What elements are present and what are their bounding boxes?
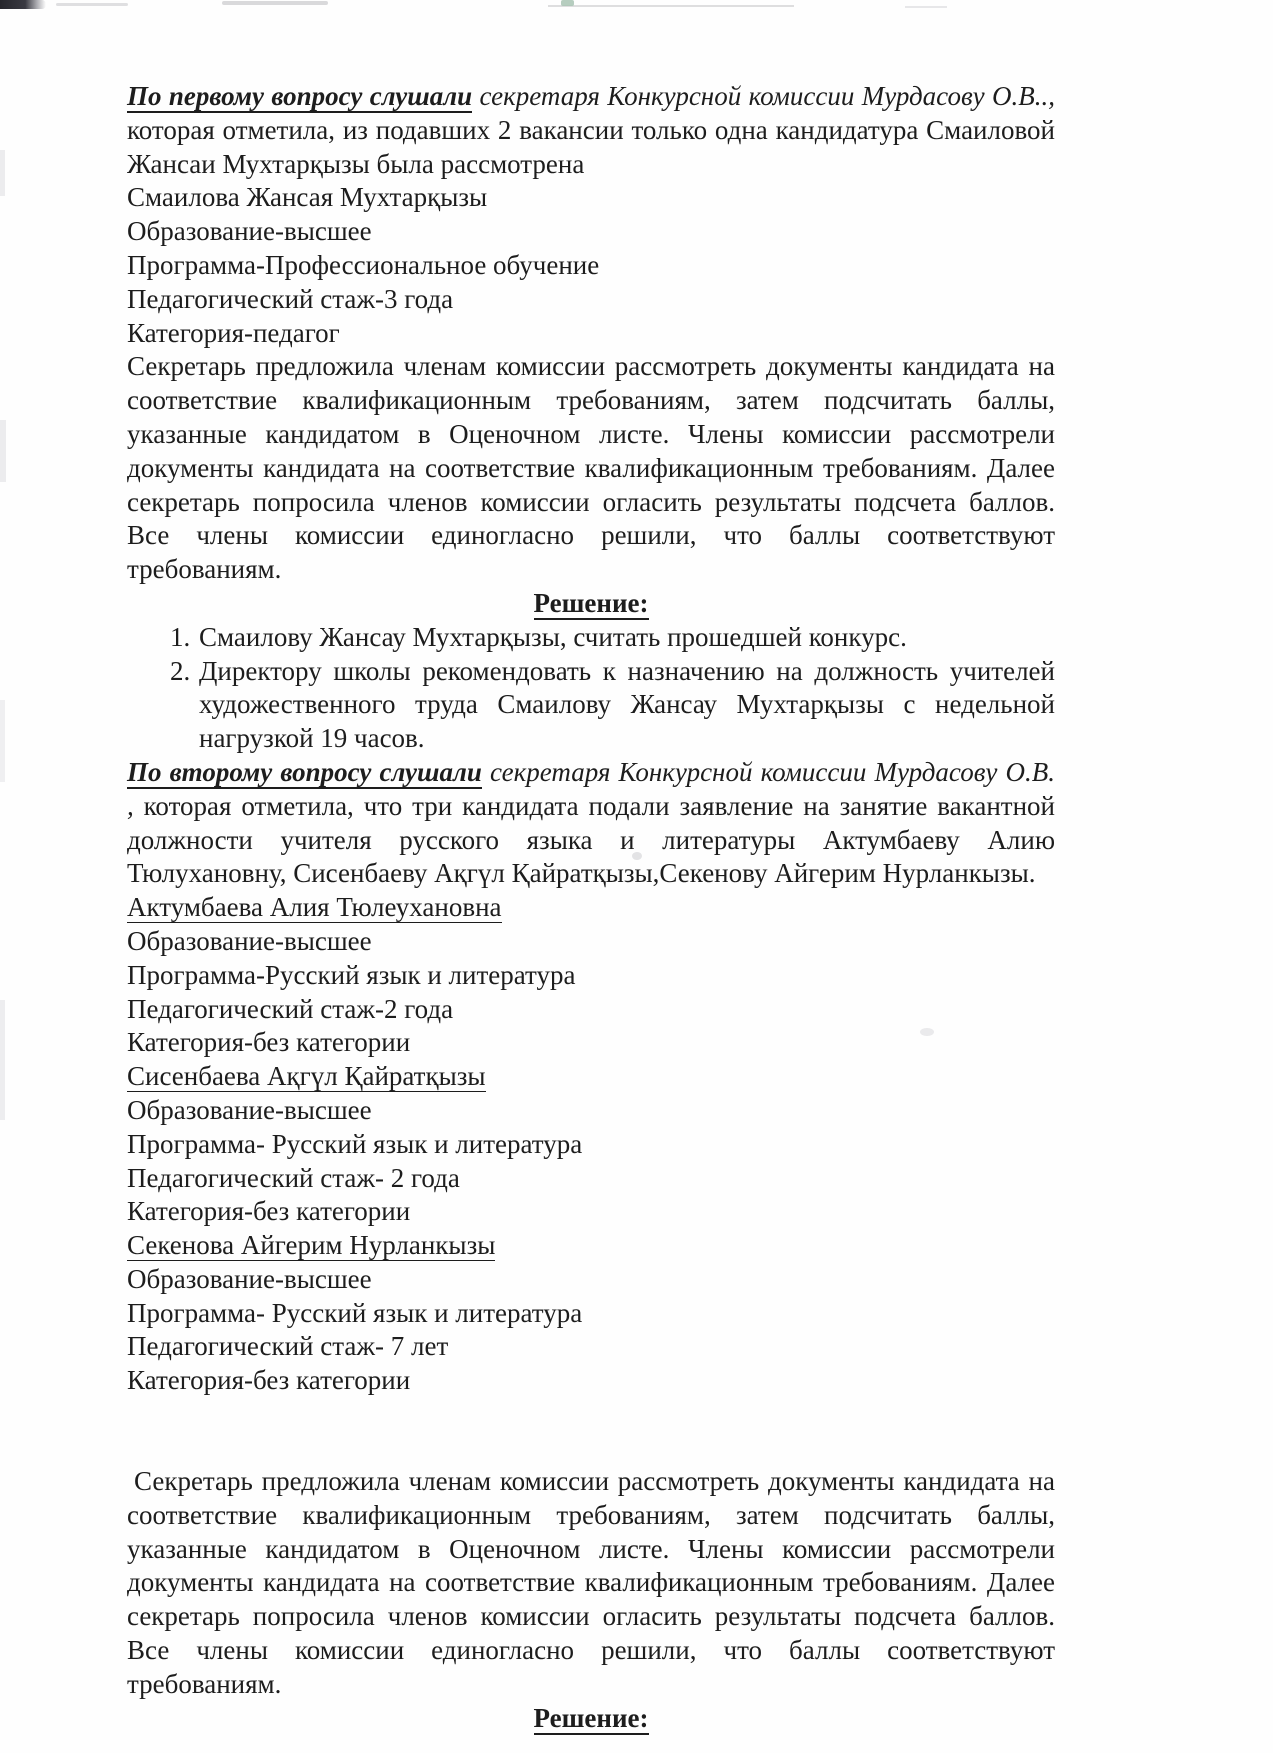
scan-artifact-edge-smudge <box>0 150 5 196</box>
q2-candidate3-experience: Педагогический стаж- 7 лет <box>127 1331 449 1362</box>
q1-decision-item: 2. Директору школы рекомендовать к назначению на должность учителей художественного труда Смаилову Жансау Мухтарқызы с недельной нагрузкой 19 часов. <box>197 655 1055 756</box>
document-body <box>127 80 1055 1735</box>
q2-candidate1-education: Образование-высшее <box>127 925 372 956</box>
q1-decision-item: 1. Смаилову Жансау Мухтарқызы, считать прошедшей конкурс. <box>197 621 1055 655</box>
scan-artifact-top-streak <box>905 6 947 8</box>
q2-candidate2-education: Образование-высшее <box>127 1094 372 1125</box>
q2-candidate3-program: Программа- Русский язык и литература <box>127 1297 583 1328</box>
q1-candidate-program: Программа-Профессиональное обучение <box>127 249 600 280</box>
q1-secretary-paragraph: Секретарь предложила членам комиссии рассмотреть документы кандидата на соответствие квалификационным требованиям, затем подсчитать баллы, указанные кандидатом в Оценочном листе. Члены комиссии рассмотрели документы кандидата на соответствие квалификационным требованиям. Далее секретарь попросила членов комиссии огласить результаты подсчета баллов. Все члены комиссии единогласно решили, что баллы соответствуют требованиям. <box>127 351 1055 585</box>
question1-heading: По первому вопросу слушали <box>127 81 473 111</box>
question2-heading-tail: секретаря Конкурсной комиссии Мурдасову О.В. , <box>127 756 1056 821</box>
q2-candidate2-experience: Педагогический стаж- 2 года <box>127 1162 460 1193</box>
question2-intro-paragraph <box>127 756 1055 891</box>
question1-heading-tail: секретаря Конкурсной комиссии Мурдасову О.В.., <box>472 81 1056 111</box>
q2-candidate1-program: Программа-Русский язык и литература <box>127 959 576 990</box>
q2-candidate1-category: Категория-без категории <box>127 1027 411 1058</box>
q2-candidate2-category: Категория-без категории <box>127 1196 411 1227</box>
q2-candidate3-name-text: Секенова Айгерим Нурланкызы <box>127 1230 496 1261</box>
q1-candidate-education: Образование-высшее <box>127 216 372 247</box>
question2-heading: По второму вопросу слушали <box>127 756 482 787</box>
q1-decision-title-text: Решение: <box>533 587 649 618</box>
scan-artifact-corner-mark <box>0 0 46 9</box>
scan-artifact-top-streak <box>56 3 128 6</box>
q1-candidate-category: Категория-педагог <box>127 317 340 348</box>
scan-artifact-speck <box>561 0 574 6</box>
q1-decision-title <box>127 587 1055 621</box>
q2-candidate1-name-text: Актумбаева Алия Тюлеухановна <box>127 892 502 923</box>
q2-candidate2-name <box>127 1060 1055 1094</box>
q2-decision-title-text: Решение: <box>533 1702 649 1733</box>
question1-intro-text: которая отметила, из подавших 2 вакансии только одна кандидатура Смаиловой Жансаи Мухтарқызы была рассмотрена <box>127 114 1055 179</box>
q1-candidate-name: Смаилова Жансая Мухтарқызы <box>127 182 488 213</box>
scan-artifact-top-streak <box>222 1 328 5</box>
q2-candidate3-education: Образование-высшее <box>127 1263 372 1294</box>
q2-candidate3-category: Категория-без категории <box>127 1365 411 1396</box>
q2-secretary-paragraph: Секретарь предложила членам комиссии рассмотреть документы кандидата на соответствие квалификационным требованиям, затем подсчитать баллы, указанные кандидатом в Оценочном листе. Члены комиссии рассмотрели документы кандидата на соответствие квалификационным требованиям. Далее секретарь попросила членов комиссии огласить результаты подсчета баллов. Все члены комиссии единогласно решили, что баллы соответствуют требованиям. <box>127 1466 1055 1699</box>
q2-candidate1-experience: Педагогический стаж-2 года <box>127 993 454 1024</box>
q2-decision-title <box>127 1702 1055 1736</box>
scan-artifact-edge-smudge <box>0 700 5 782</box>
q1-candidate-experience: Педагогический стаж-3 года <box>127 283 454 314</box>
q2-candidate3-name <box>127 1229 1055 1263</box>
q1-decision-list <box>127 621 1055 756</box>
q2-candidate2-name-text: Сисенбаева Ақгүл Қайратқызы <box>127 1061 486 1092</box>
scan-artifact-top-streak <box>548 5 794 7</box>
scan-artifact-edge-smudge <box>0 1000 5 1120</box>
q2-candidate2-program: Программа- Русский язык и литература <box>127 1128 583 1159</box>
q2-candidate1-name <box>127 891 1055 925</box>
question2-intro-text: которая отметила, что три кандидата подали заявление на занятие вакантной должности учителя русского языка и литературы Актумбаеву Алию Тюлухановну, Сисенбаеву Ақгүл Қайратқызы,Секенову Айгерим Нурланкызы. <box>127 790 1055 889</box>
question1-intro-paragraph <box>127 80 1055 181</box>
scan-artifact-edge-smudge <box>0 420 6 482</box>
